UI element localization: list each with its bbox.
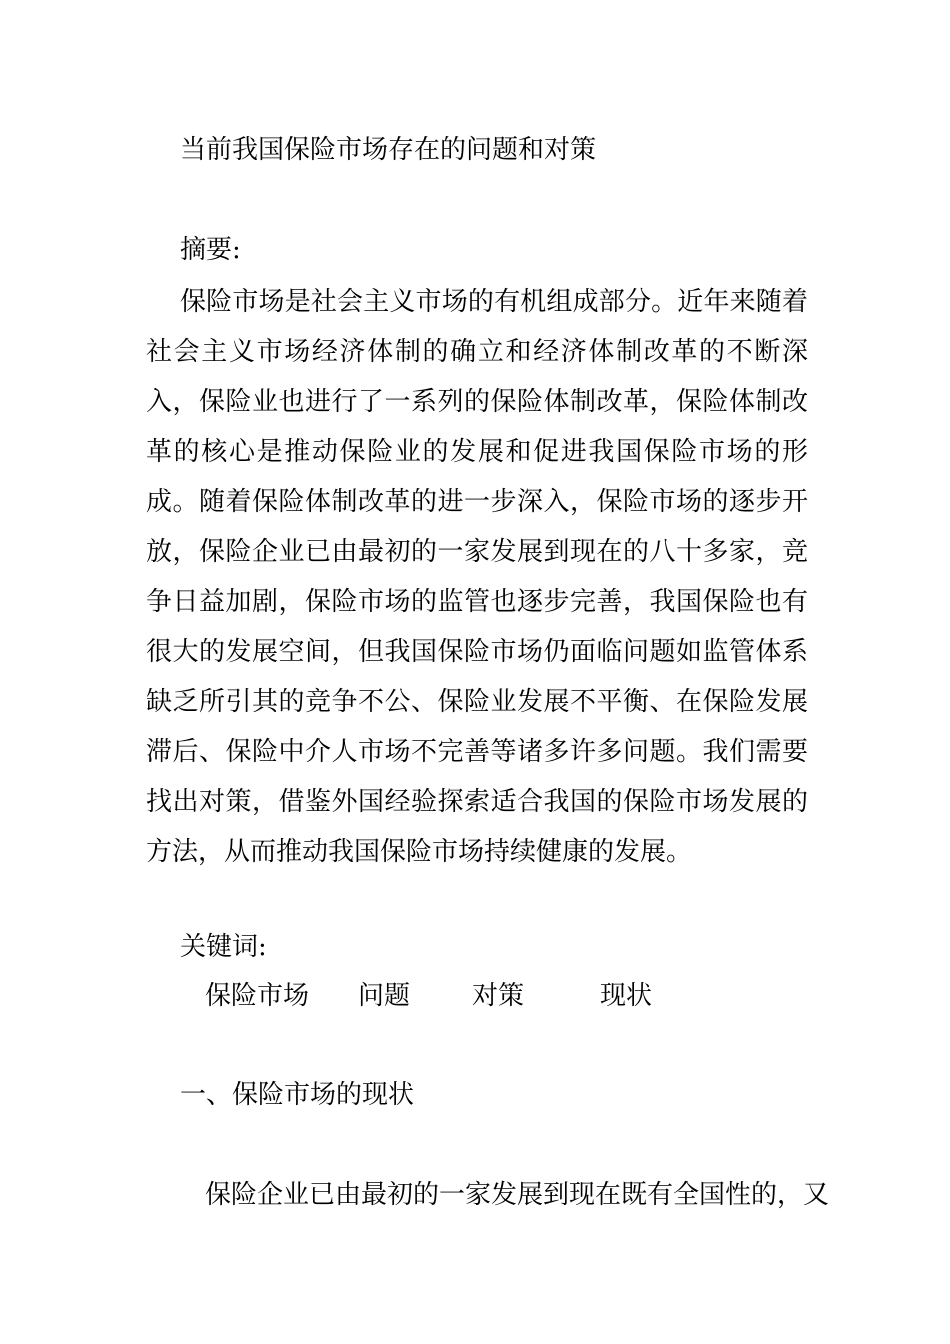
abstract-label: 摘要: [180, 235, 241, 265]
keyword-item: 保险市场 [205, 981, 310, 1011]
section-paragraph: 保险企业已由最初的一家发展到现在既有全国性的，又 [205, 1180, 830, 1210]
section-heading: 一、保险市场的现状 [180, 1080, 415, 1110]
keyword-item: 对策 [472, 981, 525, 1011]
keywords-label: 关键词: [180, 932, 267, 962]
abstract-paragraph: 保险市场是社会主义市场的有机组成部分。近年来随着社会主义市场经济体制的确立和经济体制改革的不断深入，保险业也进行了一系列的保险体制改革，保险体制改革的核心是推动保险业的发展和促进我国保险市场的形成。随着保险体制改革的进一步深入，保险市场的逐步开放，保险企业已由最初的一家发展到现在的八十多家，竞争日益加剧，保险市场的监管也逐步完善，我国保险也有很大的发展空间，但我国保险市场仍面临问题如监管体系缺乏所引其的竞争不公、保险业发展不平衡、在保险发展滞后、保险中介人市场不完善等诸多许多问题。我们需要找出对策，借鉴外国经验探索适合我国的保险市场发展的方法，从而推动我国保险市场持续健康的发展。 [146, 287, 808, 867]
keyword-item: 问题 [358, 981, 411, 1011]
keyword-item: 现状 [600, 981, 653, 1011]
document-title: 当前我国保险市场存在的问题和对策 [180, 135, 597, 165]
